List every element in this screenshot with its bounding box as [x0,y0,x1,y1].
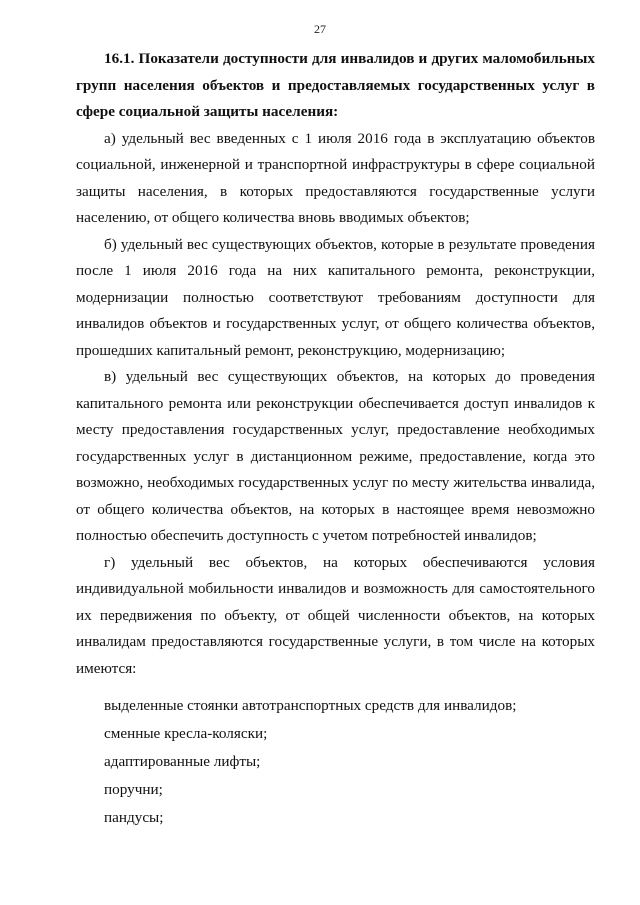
facilities-list [76,693,595,832]
list-item: сменные кресла-коляски; [104,725,268,742]
paragraph-v: в) удельный вес существующих объектов, на которых до проведения капитального ремонта или реконструкции обеспечивается доступ инвалидов к месту предоставления государственных услуг, предоставление необходимых государственных услуг в дистанционном режиме, предоставление, когда это возможно, необходимых государственных услуг по месту жительства инвалида, от общего количества объектов, на которых в настоящее время невозможно полностью обеспечить доступность с учетом потребностей инвалидов; [76,368,595,544]
document-body [76,46,595,833]
list-item: адаптированные лифты; [104,753,261,770]
section-heading: 16.1. Показатели доступности для инвалидов и других маломобильных групп населения объектов и предоставляемых государственных услуг в сфере социальной защиты населения: [76,50,595,120]
page-number: 27 [314,22,326,36]
paragraph-a: а) удельный вес введенных с 1 июля 2016 года в эксплуатацию объектов социальной, инженерной и транспортной инфраструктуры в сфере социальной защиты населения, в которых предоставляются государственные услуги населению, от общего количества вновь вводимых объектов; [76,129,595,226]
paragraph-g: г) удельный вес объектов, на которых обеспечиваются условия индивидуальной мобильности инвалидов и возможность для самостоятельного их передвижения по объекту, от общей численности объектов, на которых инвалидам предоставляются государственные услуги, в том числе на которых имеются: [76,553,595,677]
list-item: выделенные стоянки автотранспортных средств для инвалидов; [104,697,517,714]
paragraph-b: б) удельный вес существующих объектов, которые в результате проведения после 1 июля 2016 года на них капитального ремонта, реконструкции, модернизации полностью соответствуют требованиям доступности для инвалидов объектов и государственных услуг, от общего количества объектов, прошедших капитальный ремонт, реконструкцию, модернизацию; [76,235,595,359]
list-item: поручни; [104,781,163,798]
list-item: пандусы; [104,809,164,826]
